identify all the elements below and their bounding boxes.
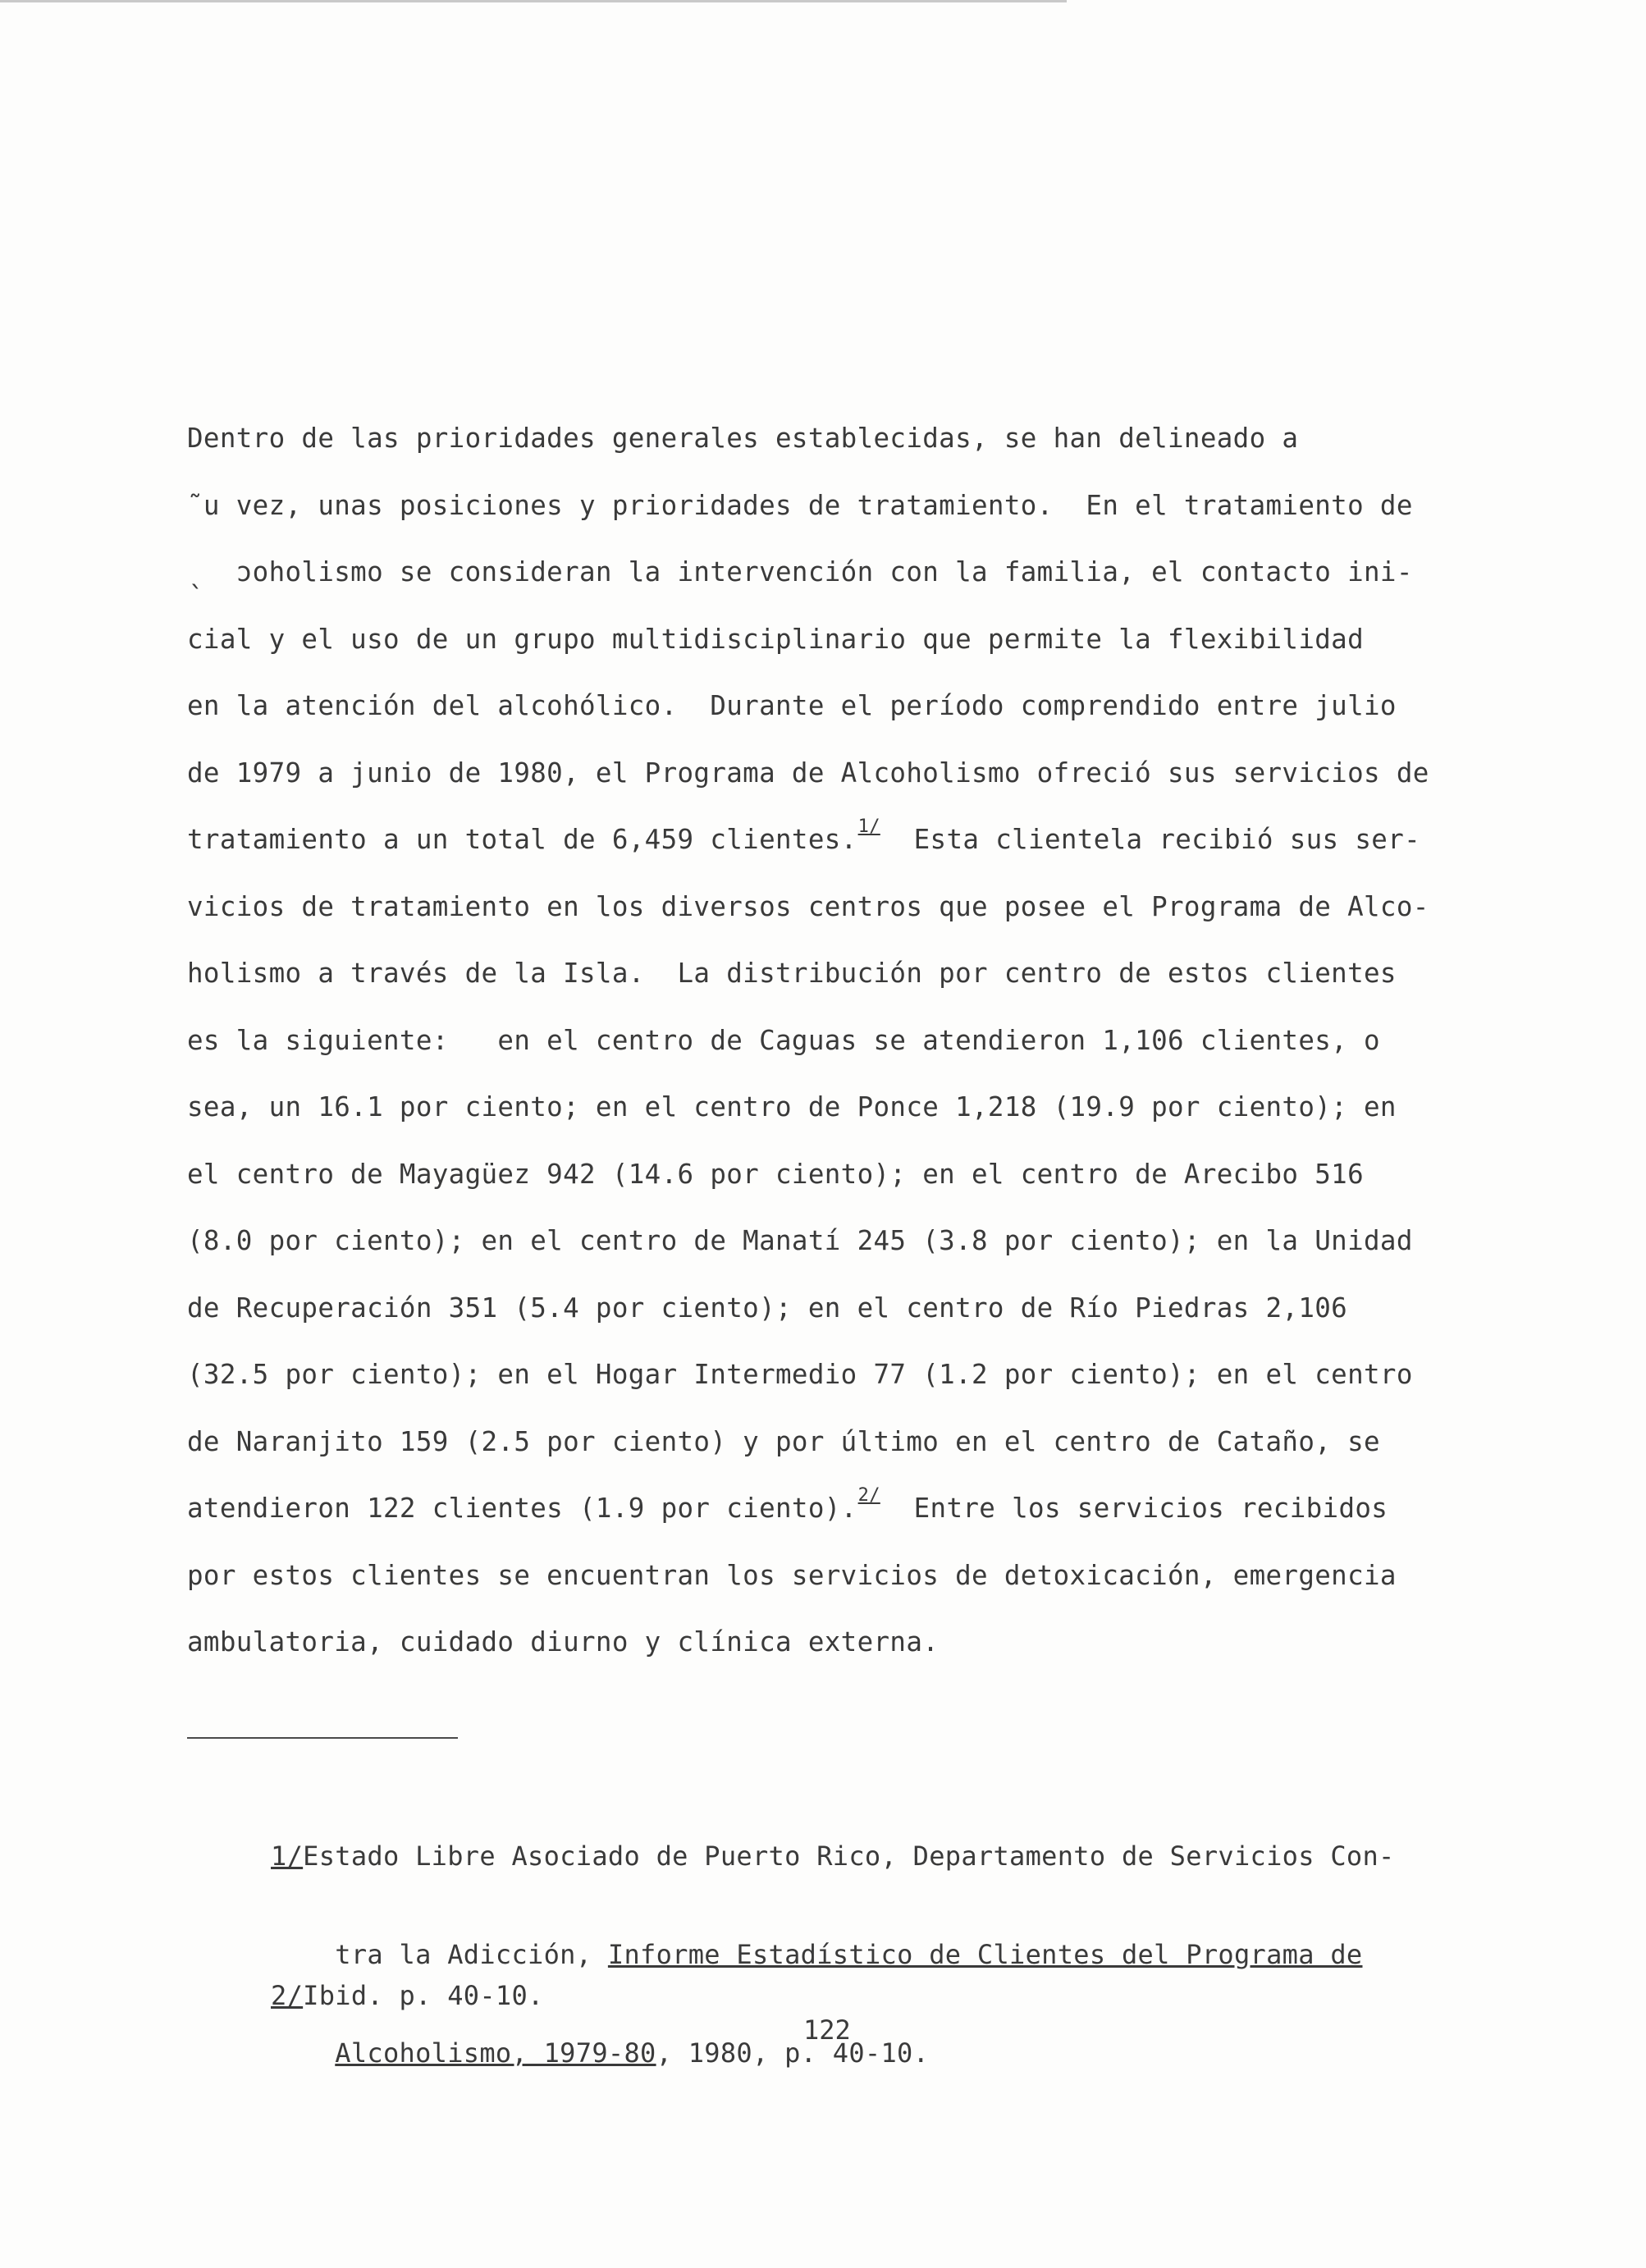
body-line: (32.5 por ciento); en el Hogar Intermedio 77 (1.2 por ciento); en el centro xyxy=(187,1359,1413,1390)
footnote-2-number: 2/ xyxy=(271,1980,304,2011)
body-line: Dentro de las prioridades generales establecidas, se han delineado a xyxy=(187,423,1299,454)
footnote-1-number: 1/ xyxy=(271,1840,304,1872)
body-paragraph xyxy=(187,409,1429,1680)
page-number: 122 xyxy=(803,2014,851,2046)
body-line: de 1979 a junio de 1980, el Programa de Alcoholismo ofreció sus servicios de xyxy=(187,757,1429,789)
footnote-1-text: tra la Adicción, xyxy=(335,1939,608,1970)
body-line xyxy=(187,1479,1429,1546)
body-line: (8.0 por ciento); en el centro de Manatí 245 (3.8 por ciento); en la Unidad xyxy=(187,1225,1413,1256)
body-line: holismo a través de la Isla. La distribución por centro de estos clientes xyxy=(187,958,1397,989)
footnote-reference-2: 2/ xyxy=(857,1485,880,1506)
footnote-1-text: Estado Libre Asociado de Puerto Rico, Departamento de Servicios Con- xyxy=(303,1840,1395,1872)
body-line: vicios de tratamiento en los diversos centros que posee el Programa de Alco- xyxy=(187,890,1429,922)
footnote-2-text: Ibid. p. 40-10. xyxy=(303,1980,544,2011)
body-line: de Recuperación 351 (5.4 por ciento); en el centro de Río Piedras 2,106 xyxy=(187,1292,1348,1324)
footnote-2-line xyxy=(271,1979,544,2012)
footnote-2 xyxy=(271,1914,544,2078)
body-line-segment: atendieron 122 clientes (1.9 por ciento). xyxy=(187,1493,857,1524)
body-line: cial y el uso de un grupo multidisciplinario que permite la flexibilidad xyxy=(187,623,1364,655)
body-line: de Naranjito 159 (2.5 por ciento) y por último en el centro de Cataño, se xyxy=(187,1425,1380,1457)
body-line xyxy=(187,810,1429,877)
footnote-reference-1: 1/ xyxy=(857,816,880,837)
body-line: ˎ ɔoholismo se consideran la intervención con la familia, el contacto ini- xyxy=(187,556,1413,588)
footnote-1-line xyxy=(271,1840,1395,1872)
footnote-1-report-title: Alcoholismo, 1979-80 xyxy=(335,2037,656,2069)
body-line: es la siguiente: en el centro de Caguas se atendieron 1,106 clientes, o xyxy=(187,1024,1380,1056)
body-line: sea, un 16.1 por ciento; en el centro de Ponce 1,218 (19.9 por ciento); en xyxy=(187,1091,1397,1123)
footnote-separator xyxy=(187,1737,458,1739)
body-line: ambulatoria, cuidado diurno y clínica externa. xyxy=(187,1626,940,1658)
body-line: el centro de Mayagüez 942 (14.6 por ciento); en el centro de Arecibo 516 xyxy=(187,1158,1364,1190)
body-line: en la atención del alcohólico. Durante el período comprendido entre julio xyxy=(187,690,1397,721)
body-line: ˜u vez, unas posiciones y prioridades de tratamiento. En el tratamiento de xyxy=(187,489,1413,521)
footnote-1-report-title: Informe Estadístico de Clientes del Programa de xyxy=(607,1939,1363,1970)
body-line-segment: Esta clientela recibió sus ser- xyxy=(880,824,1421,855)
top-edge-rule xyxy=(0,0,1067,2)
footnote-1-text: , 1980, p. 40-10. xyxy=(656,2037,930,2069)
body-line-segment: Entre los servicios recibidos xyxy=(880,1493,1388,1524)
body-line: por estos clientes se encuentran los servicios de detoxicación, emergencia xyxy=(187,1559,1397,1591)
body-line-segment: tratamiento a un total de 6,459 clientes. xyxy=(187,824,857,855)
